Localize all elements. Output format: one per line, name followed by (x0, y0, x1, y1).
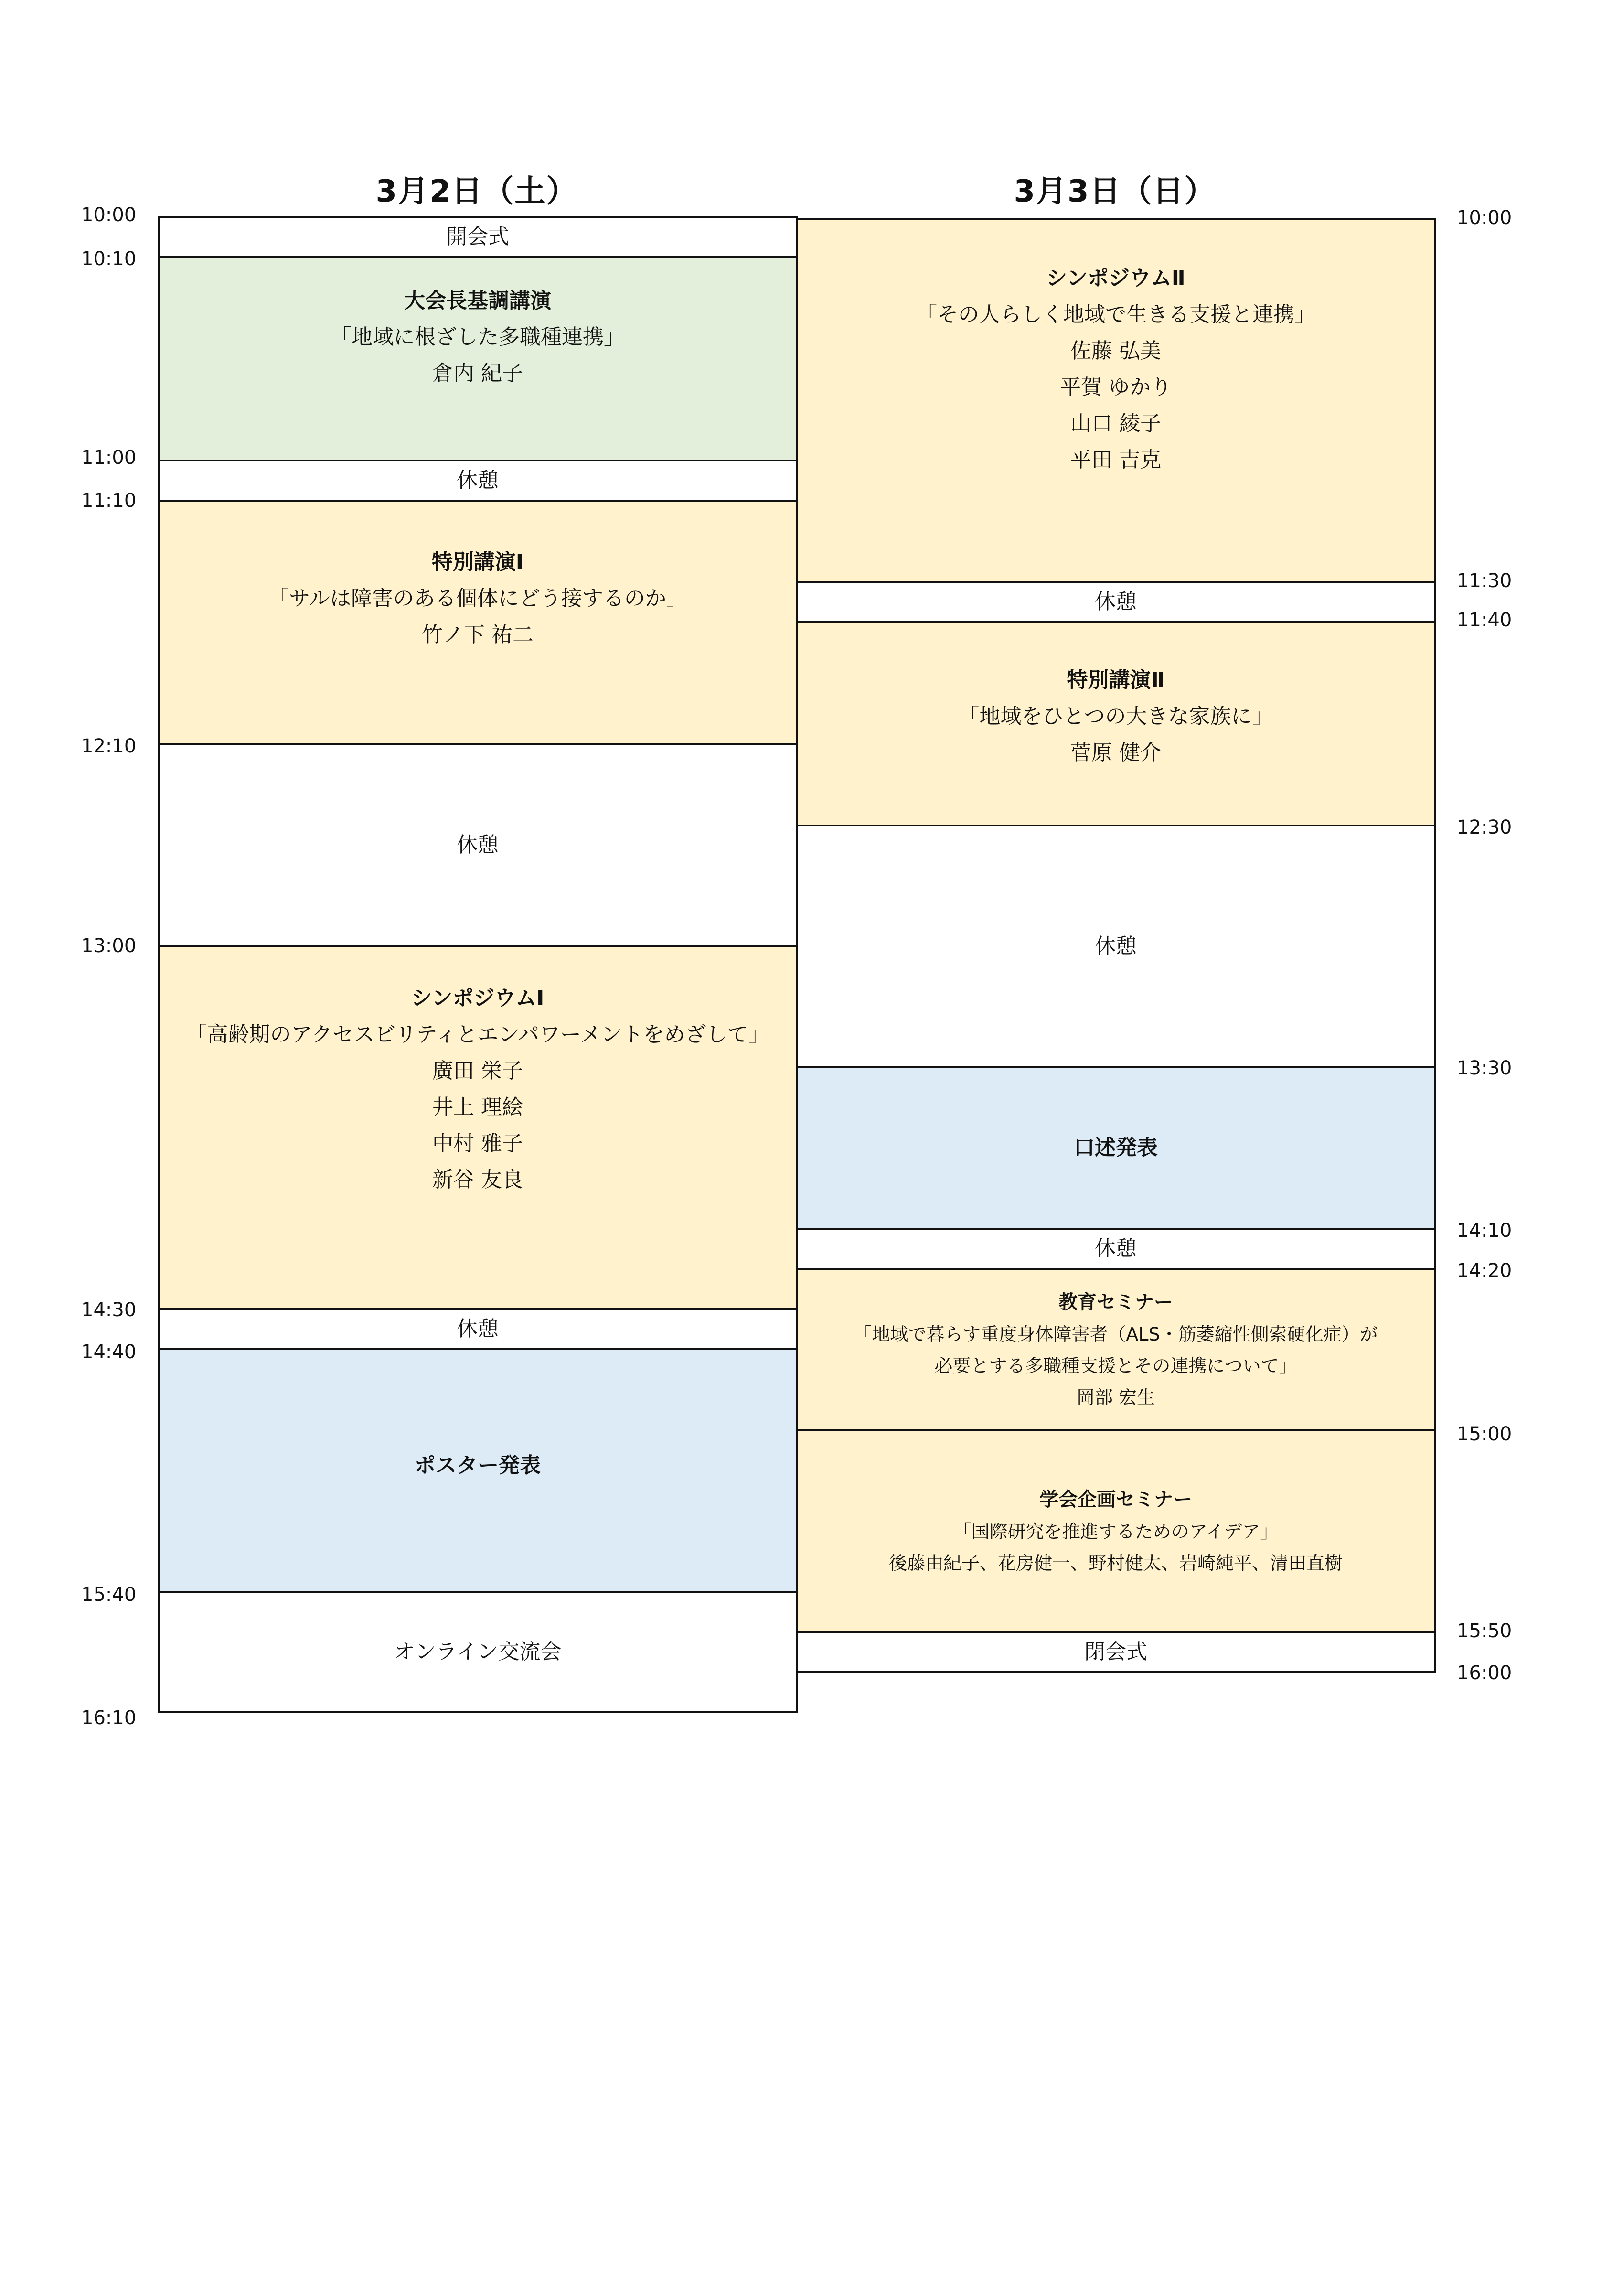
time-label: 16:10 (81, 1707, 137, 1729)
sun-symposium2-speaker: 山口 綾子 (1070, 411, 1161, 436)
sat-keynote-title: 大会長基調講演 (404, 289, 551, 313)
sun-society-title: 学会企画セミナー (1039, 1489, 1192, 1511)
time-label: 16:00 (1457, 1662, 1512, 1684)
sat-opening-block (158, 216, 798, 258)
time-label: 11:40 (1457, 609, 1512, 631)
sun-break2-block (796, 1228, 1436, 1270)
sun-symposium2-subtitle: 「その人らしく地域で生きる支援と連携」 (916, 302, 1315, 327)
day-header-sun: 3月3日（日） (1014, 174, 1216, 209)
time-label: 14:10 (1457, 1220, 1512, 1242)
time-label: 14:20 (1457, 1260, 1512, 1282)
sun-oral-block (796, 1066, 1436, 1230)
sun-seminar-speaker: 岡部 宏生 (1076, 1387, 1155, 1408)
sat-special1-title: 特別講演Ⅰ (431, 550, 524, 574)
time-label: 14:30 (81, 1299, 137, 1321)
sun-society-block (796, 1429, 1436, 1633)
sat-symposium1-speaker: 廣田 栄子 (432, 1059, 523, 1083)
sun-special2-speaker: 菅原 健介 (1070, 740, 1161, 765)
sun-seminar-subtitle: 必要とする多職種支援とその連携について」 (934, 1355, 1297, 1376)
sat-break1-label: 休憩 (457, 468, 499, 493)
time-label: 13:30 (1457, 1057, 1512, 1079)
sat-poster-block (158, 1348, 798, 1593)
sat-special1-speaker: 竹ノ下 祐二 (422, 622, 534, 647)
sun-symposium2-speaker: 佐藤 弘美 (1070, 339, 1161, 363)
time-label: 10:00 (1457, 207, 1512, 229)
sun-symposium2-title: シンポジウムⅡ (1046, 266, 1185, 290)
sun-seminar-title: 教育セミナー (1058, 1291, 1173, 1313)
sun-society-subtitle: 「国際研究を推進するためのアイデア」 (953, 1521, 1279, 1542)
sun-seminar-block (796, 1268, 1436, 1431)
sat-symposium1-title: シンポジウムⅠ (411, 986, 545, 1010)
sun-oral-title: 口述発表 (1074, 1136, 1158, 1160)
sun-closing-block (796, 1631, 1436, 1673)
time-label: 13:00 (81, 935, 137, 957)
sun-symposium2-speaker: 平田 吉克 (1070, 448, 1161, 472)
time-label: 11:30 (1457, 570, 1512, 592)
sat-symposium1-block (158, 945, 798, 1310)
sun-closing-label: 閉会式 (1084, 1640, 1147, 1664)
sun-seminar-subtitle: 「地域で暮らす重度身体障害者（ALS・筋萎縮性側索硬化症）が (854, 1324, 1378, 1345)
sat-special1-block (158, 500, 798, 745)
sat-break2-label: 休憩 (457, 1317, 499, 1341)
sun-break1-label: 休憩 (1095, 590, 1137, 614)
sun-lunch-label: 休憩 (1095, 934, 1137, 958)
sat-opening-label: 開会式 (446, 225, 509, 249)
sat-symposium1-speaker: 井上 理絵 (432, 1095, 523, 1119)
time-label: 15:00 (1457, 1423, 1512, 1445)
sat-keynote-block (158, 256, 798, 461)
day-header-sat: 3月2日（土） (375, 174, 578, 209)
sun-special2-block (796, 621, 1436, 826)
sun-break2-label: 休憩 (1095, 1236, 1137, 1261)
sat-lunch-label: 休憩 (457, 833, 499, 857)
sun-special2-subtitle: 「地域をひとつの大きな家族に」 (958, 704, 1273, 729)
sun-symposium2-speaker: 平賀 ゆかり (1060, 375, 1172, 399)
sun-symposium2-block (796, 218, 1436, 583)
time-label: 10:00 (81, 204, 137, 226)
time-label: 11:10 (81, 490, 137, 512)
sat-symposium1-subtitle: 「高齢期のアクセスビリティとエンパワーメントをめざして」 (186, 1022, 769, 1047)
sat-online-label: オンライン交流会 (394, 1640, 562, 1664)
sat-poster-title: ポスター発表 (415, 1453, 541, 1478)
sat-special1-subtitle: 「サルは障害のある個体にどう接するのか」 (268, 586, 687, 611)
time-label: 11:00 (81, 447, 137, 469)
sat-keynote-subtitle: 「地域に根ざした多職種連携」 (331, 325, 625, 349)
sun-break1-block (796, 581, 1436, 623)
time-label: 14:40 (81, 1341, 137, 1363)
sat-break2-block (158, 1308, 798, 1350)
time-label: 12:30 (1457, 816, 1512, 838)
sun-special2-title: 特別講演Ⅱ (1067, 668, 1165, 692)
time-label: 10:10 (81, 248, 137, 270)
sat-lunch-block (158, 743, 798, 947)
time-label: 12:10 (81, 735, 137, 757)
sat-symposium1-speaker: 中村 雅子 (432, 1131, 523, 1156)
sat-symposium1-speaker: 新谷 友良 (432, 1168, 523, 1192)
sun-lunch-block (796, 825, 1436, 1068)
time-label: 15:50 (1457, 1620, 1512, 1642)
sat-break1-block (158, 460, 798, 502)
sun-society-speakers: 後藤由紀子、花房健一、野村健太、岩崎純平、清田直樹 (888, 1553, 1343, 1574)
sat-online-block (158, 1591, 798, 1713)
sat-keynote-speaker: 倉内 紀子 (432, 361, 523, 386)
time-label: 15:40 (81, 1584, 137, 1606)
